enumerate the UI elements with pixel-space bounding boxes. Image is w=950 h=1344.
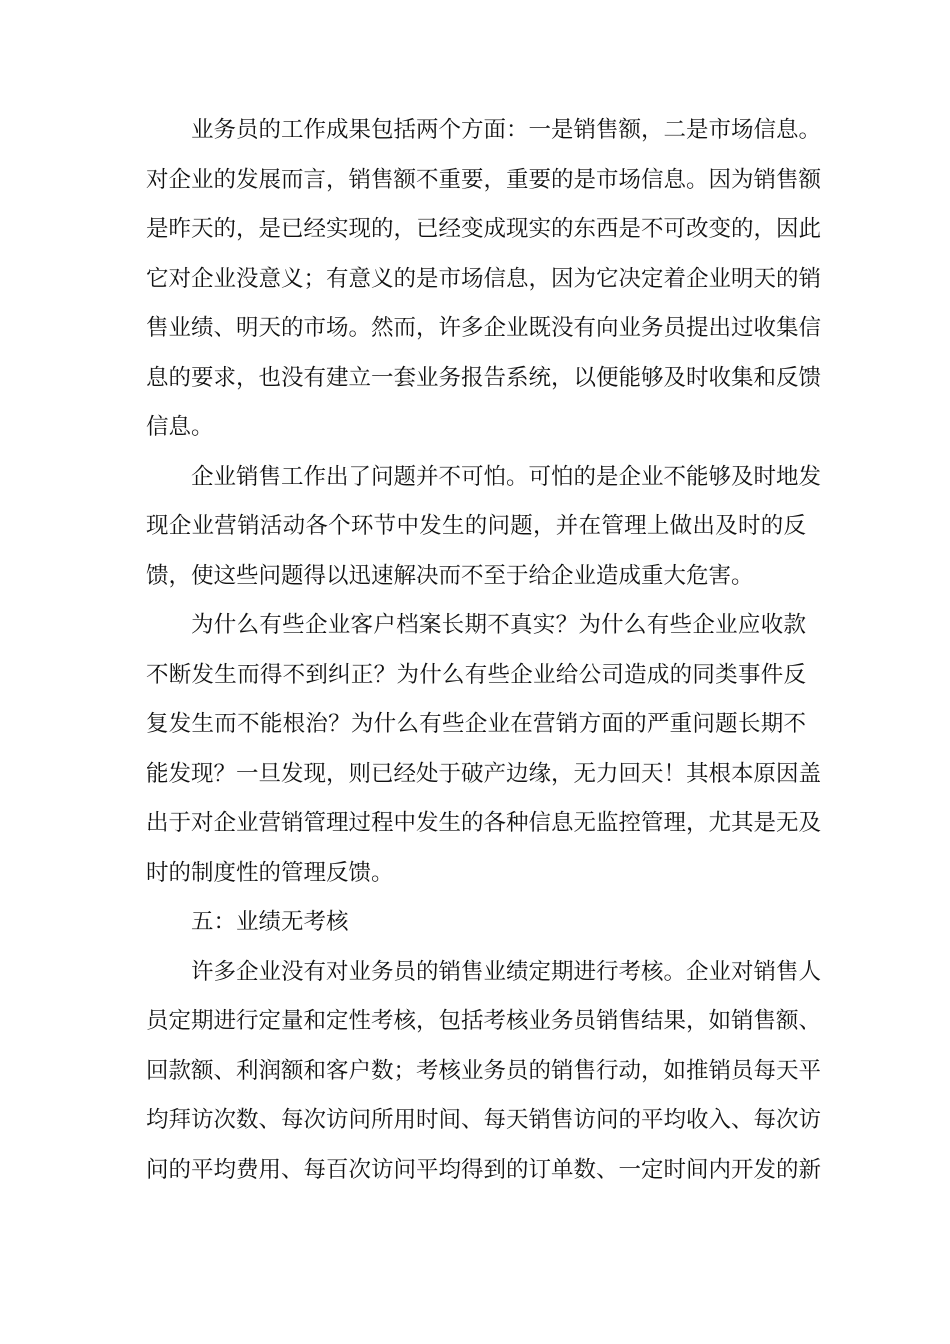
document-body xyxy=(146,106,822,1195)
text-line: 员定期进行定量和定性考核，包括考核业务员销售结果，如销售额、 xyxy=(146,1008,822,1034)
text-line: 业务员的工作成果包括两个方面：一是销售额，二是市场信息。 xyxy=(191,117,822,143)
paragraph-performance-review xyxy=(146,948,822,1196)
text-line: 息的要求，也没有建立一套业务报告系统，以便能够及时收集和反馈 xyxy=(146,364,822,391)
text-line: 现企业营销活动各个环节中发生的问题，并在管理上做出及时的反 xyxy=(146,513,806,539)
paragraph-sales-results xyxy=(146,106,822,453)
text-line: 时的制度性的管理反馈。 xyxy=(146,859,394,886)
paragraph-why-questions xyxy=(146,601,822,898)
text-line: 许多企业没有对业务员的销售业绩定期进行考核。企业对销售人 xyxy=(191,958,822,985)
text-line: 对企业的发展而言，销售额不重要，重要的是市场信息。因为销售额 xyxy=(146,166,822,193)
paragraph-sales-problems xyxy=(146,453,822,602)
text-line: 企业销售工作出了问题并不可怕。可怕的是企业不能够及时地发 xyxy=(191,463,822,490)
text-line: 信息。 xyxy=(146,414,214,440)
text-line: 是昨天的，是已经实现的，已经变成现实的东西是不可改变的，因此 xyxy=(146,216,822,242)
text-line: 能发现？一旦发现，则已经处于破产边缘，无力回天！其根本原因盖 xyxy=(146,760,822,787)
text-line: 均拜访次数、每次访问所用时间、每天销售访问的平均收入、每次访 xyxy=(146,1107,822,1133)
text-line: 为什么有些企业客户档案长期不真实？为什么有些企业应收款 xyxy=(191,612,806,638)
text-line: 它对企业没意义；有意义的是市场信息，因为它决定着企业明天的销 xyxy=(146,265,822,292)
text-line: 出于对企业营销管理过程中发生的各种信息无监控管理，尤其是无及 xyxy=(146,810,822,836)
text-line: 售业绩、明天的市场。然而，许多企业既没有向业务员提出过收集信 xyxy=(146,315,822,341)
text-line: 不断发生而得不到纠正？为什么有些企业给公司造成的同类事件反 xyxy=(146,661,806,688)
text-line: 回款额、利润额和客户数；考核业务员的销售行动，如推销员每天平 xyxy=(146,1057,822,1084)
text-line: 馈，使这些问题得以迅速解决而不至于给企业造成重大危害。 xyxy=(146,562,754,589)
text-line: 问的平均费用、每百次访问平均得到的订单数、一定时间内开发的新 xyxy=(146,1156,822,1183)
section-heading: 五：业绩无考核 xyxy=(191,909,349,935)
text-line: 复发生而不能根治？为什么有些企业在营销方面的严重问题长期不 xyxy=(146,711,806,737)
